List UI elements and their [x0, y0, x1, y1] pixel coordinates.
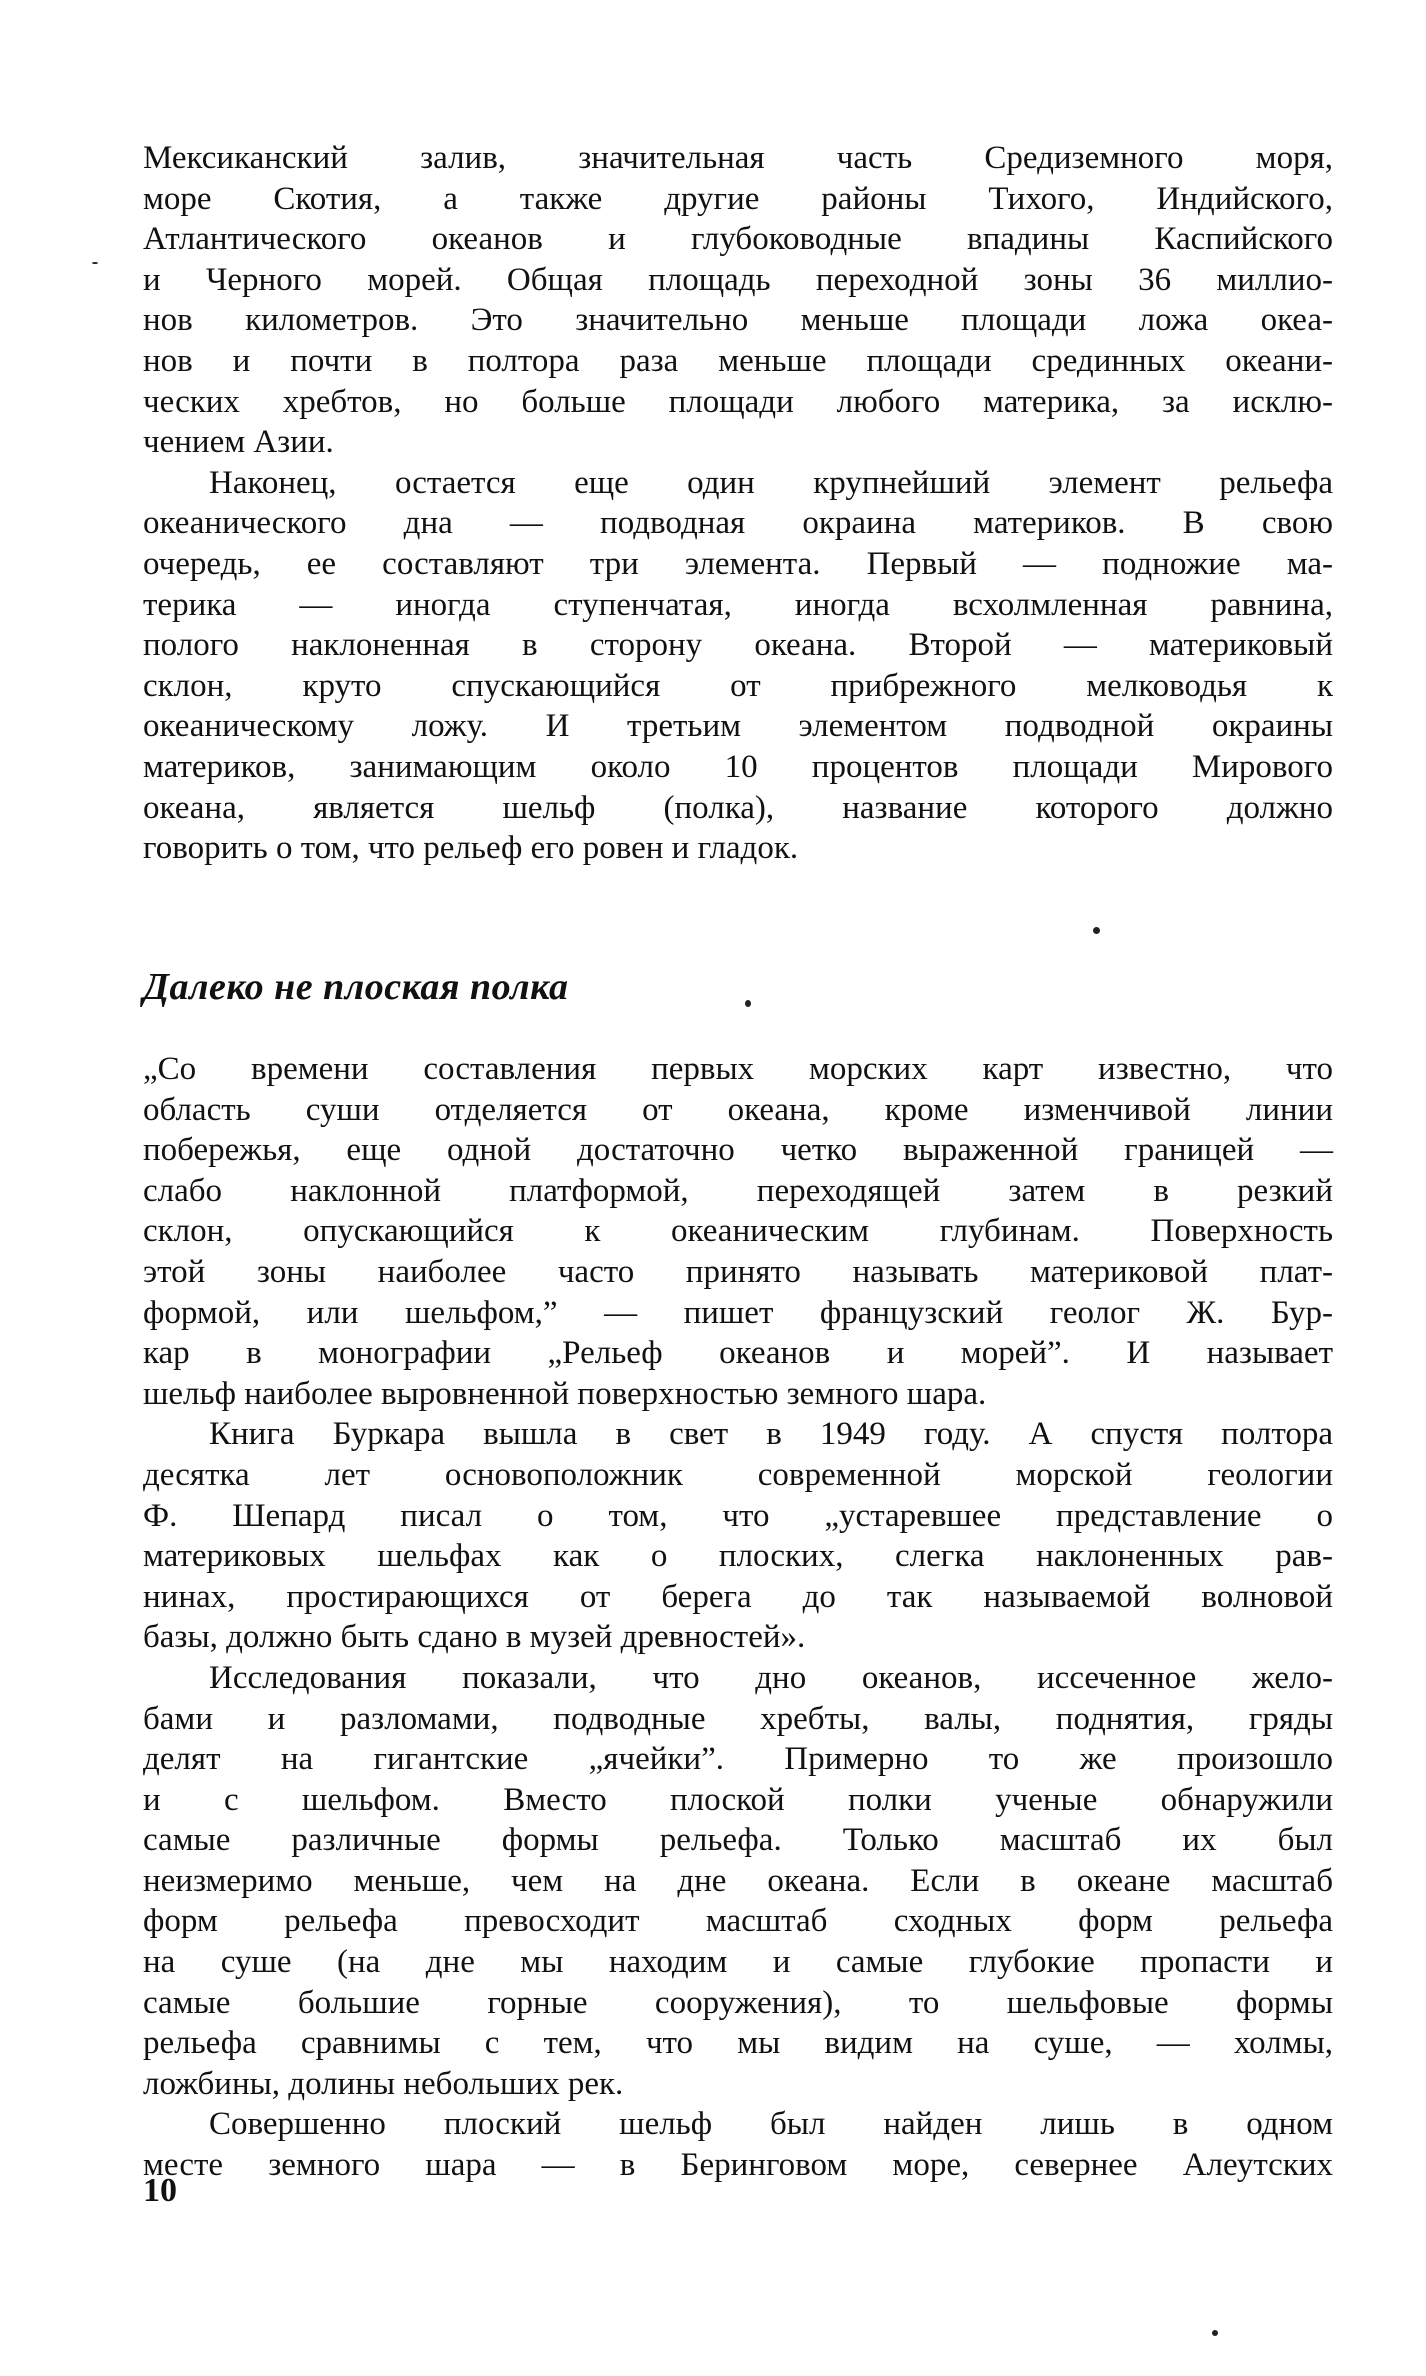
- text-line: нинах, простирающихся от берега до так называемой волновой: [143, 1578, 1333, 1615]
- text-line: рельефа сравнимы с тем, что мы видим на суше, — холмы,: [143, 2025, 1333, 2062]
- paragraph-transition-zone: [143, 138, 1333, 463]
- text-line: кар в монографии „Рельеф океанов и морей”. И называет: [143, 1335, 1333, 1372]
- paragraph-continental-margin: [143, 463, 1333, 869]
- text-line: полого наклоненная в сторону океана. Второй — материковый: [143, 627, 1333, 664]
- text-line: Атлантического океанов и глубоководные впадины Каспийского: [143, 221, 1333, 258]
- text-line: десятка лет основоположник современной морской геологии: [143, 1456, 1333, 1493]
- text-line: формой, или шельфом,” — пишет французский геолог Ж. Бур-: [143, 1294, 1333, 1331]
- text-line: и Черного морей. Общая площадь переходной зоны 36 миллио-: [143, 261, 1333, 298]
- text-line: делят на гигантские „ячейки”. Примерно то же произошло: [143, 1741, 1333, 1778]
- text-line: океаническому ложу. И третьим элементом подводной окраины: [143, 708, 1333, 745]
- text-line: материковых шельфах как о плоских, слегка наклоненных рав-: [143, 1538, 1333, 1575]
- page-number: 10: [143, 2172, 177, 2209]
- section-shelf: [143, 1049, 1333, 2186]
- section-top: [143, 138, 1333, 869]
- text-line: нов километров. Это значительно меньше площади ложа океа-: [143, 302, 1333, 339]
- text-line: ческих хребтов, но больше площади любого материка, за исклю-: [143, 383, 1333, 420]
- text-line: склон, опускающийся к океаническим глубинам. Поверхность: [143, 1213, 1333, 1250]
- text-line: самые различные формы рельефа. Только масштаб их был: [143, 1822, 1333, 1859]
- text-line: говорить о том, что рельеф его ровен и гладок.: [143, 830, 799, 867]
- text-line: очередь, ее составляют три элемента. Первый — подножие ма-: [143, 545, 1333, 582]
- text-line: нов и почти в полтора раза меньше площади срединных океани-: [143, 342, 1333, 379]
- text-line: Наконец, остается еще один крупнейший элемент рельефа: [209, 464, 1333, 501]
- text-line: месте земного шара — в Беринговом море, севернее Алеутских: [143, 2147, 1333, 2184]
- text-line: материков, занимающим около 10 процентов площади Мирового: [143, 748, 1333, 785]
- text-line: „Со времени составления первых морских карт известно, что: [143, 1051, 1333, 1087]
- text-line: терика — иногда ступенчатая, иногда всхолмленная равнина,: [143, 586, 1333, 623]
- text-line: область суши отделяется от океана, кроме изменчивой линии: [143, 1091, 1333, 1128]
- text-line: чением Азии.: [143, 424, 334, 461]
- text-line: бами и разломами, подводные хребты, валы, поднятия, гряды: [143, 1700, 1333, 1737]
- scan-speck: [1212, 2330, 1218, 2336]
- text-line: на суше (на дне мы находим и самые глубокие пропасти и: [143, 1944, 1333, 1981]
- section-heading: Далеко не плоская полка: [143, 966, 569, 1008]
- scan-speck: [92, 262, 98, 264]
- text-line: океана, является шельф (полка), название которого должно: [143, 789, 1333, 826]
- text-line: базы, должно быть сдано в музей древностей».: [143, 1619, 806, 1656]
- text-line: ложбины, долины небольших рек.: [143, 2065, 624, 2102]
- text-line: Совершенно плоский шельф был найден лишь в одном: [209, 2106, 1333, 2143]
- text-line: море Скотия, а также другие районы Тихого, Индийского,: [143, 180, 1333, 217]
- text-line: слабо наклонной платформой, переходящей затем в резкий: [143, 1172, 1333, 1209]
- text-line: океанического дна — подводная окраина материков. В свою: [143, 505, 1333, 542]
- text-line: форм рельефа превосходит масштаб сходных форм рельефа: [143, 1903, 1333, 1940]
- paragraph-shepard: [143, 1414, 1333, 2185]
- text-line: Мексиканский залив, значительная часть Средиземного моря,: [143, 140, 1333, 176]
- text-line: Исследования показали, что дно океанов, иссеченное жело-: [209, 1659, 1333, 1696]
- text-line: неизмеримо меньше, чем на дне океана. Если в океане масштаб: [143, 1862, 1333, 1899]
- scan-speck: [1093, 927, 1100, 934]
- paragraph-bourcart-quote: [143, 1049, 1333, 1414]
- text-line: Книга Буркара вышла в свет в 1949 году. А спустя полтора: [209, 1416, 1333, 1453]
- text-line: шельф наиболее выровненной поверхностью земного шара.: [143, 1375, 987, 1412]
- scan-speck: [745, 1000, 751, 1007]
- text-line: побережья, еще одной достаточно четко выраженной границей —: [143, 1132, 1333, 1169]
- text-line: этой зоны наиболее часто принято называть материковой плат-: [143, 1253, 1333, 1290]
- text-line: Ф. Шепард писал о том, что „устаревшее представление о: [143, 1497, 1333, 1534]
- text-line: склон, круто спускающийся от прибрежного мелководья к: [143, 667, 1333, 704]
- text-line: и с шельфом. Вместо плоской полки ученые обнаружили: [143, 1781, 1333, 1818]
- text-line: самые большие горные сооружения), то шельфовые формы: [143, 1984, 1333, 2021]
